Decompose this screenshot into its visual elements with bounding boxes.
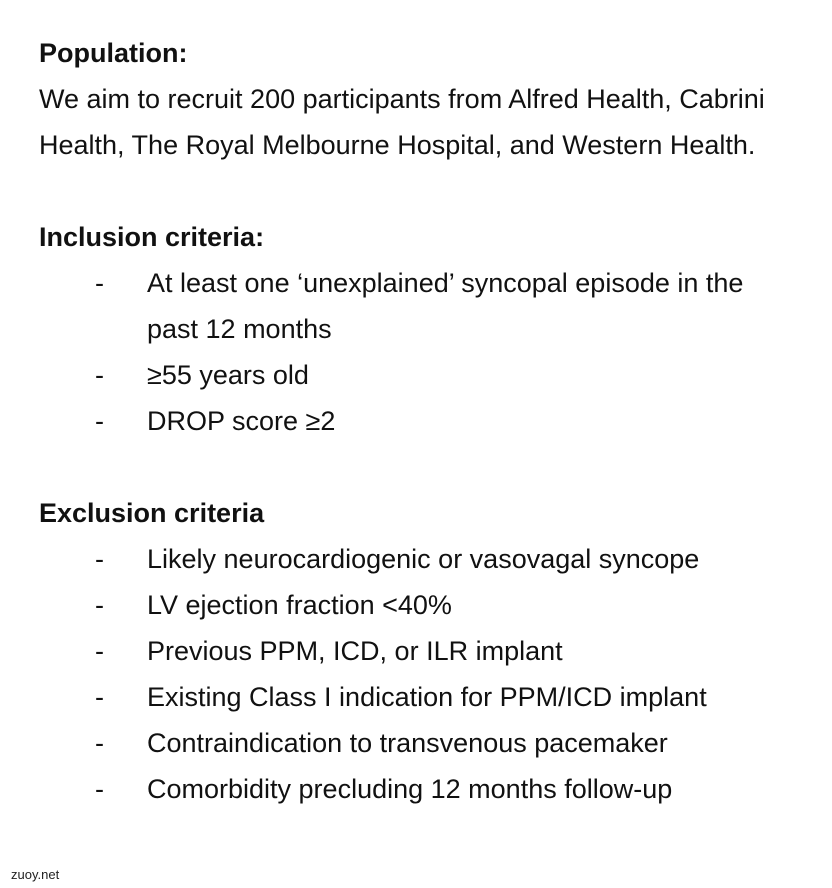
list-item [39, 582, 809, 628]
dash-bullet: - [95, 636, 104, 666]
section-spacer [39, 444, 809, 490]
inclusion-item: DROP score ≥2 [147, 406, 336, 436]
list-item [39, 352, 809, 398]
list-item [39, 720, 809, 766]
document-body [39, 30, 809, 812]
list-item [39, 628, 809, 674]
exclusion-item: Likely neurocardiogenic or vasovagal syncope [147, 544, 700, 574]
watermark-text: zuoy.net [11, 867, 60, 882]
list-item [39, 398, 809, 444]
inclusion-heading: Inclusion criteria: [39, 222, 265, 252]
list-item [39, 536, 809, 582]
exclusion-item: Previous PPM, ICD, or ILR implant [147, 636, 563, 666]
dash-bullet: - [95, 682, 104, 712]
population-text: We aim to recruit 200 participants from Alfred Health, Cabrini Health, The Royal Melbourne Hospital, and Western Health. [39, 84, 765, 160]
exclusion-item: Existing Class I indication for PPM/ICD implant [147, 682, 707, 712]
dash-bullet: - [95, 268, 104, 298]
dash-bullet: - [95, 774, 104, 804]
dash-bullet: - [95, 360, 104, 390]
dash-bullet: - [95, 406, 104, 436]
dash-bullet: - [95, 728, 104, 758]
list-item [39, 674, 809, 720]
dash-bullet: - [95, 544, 104, 574]
section-spacer [39, 168, 809, 214]
inclusion-item: ≥55 years old [147, 360, 309, 390]
list-item [39, 766, 809, 812]
exclusion-item: Contraindication to transvenous pacemaker [147, 728, 668, 758]
inclusion-list [39, 260, 809, 444]
exclusion-heading: Exclusion criteria [39, 498, 265, 528]
exclusion-item: LV ejection fraction <40% [147, 590, 452, 620]
dash-bullet: - [95, 590, 104, 620]
exclusion-item: Comorbidity precluding 12 months follow-up [147, 774, 673, 804]
population-heading: Population: [39, 38, 188, 68]
exclusion-list [39, 536, 809, 812]
inclusion-item: At least one ‘unexplained’ syncopal episode in the past 12 months [147, 268, 744, 344]
list-item [39, 260, 809, 352]
